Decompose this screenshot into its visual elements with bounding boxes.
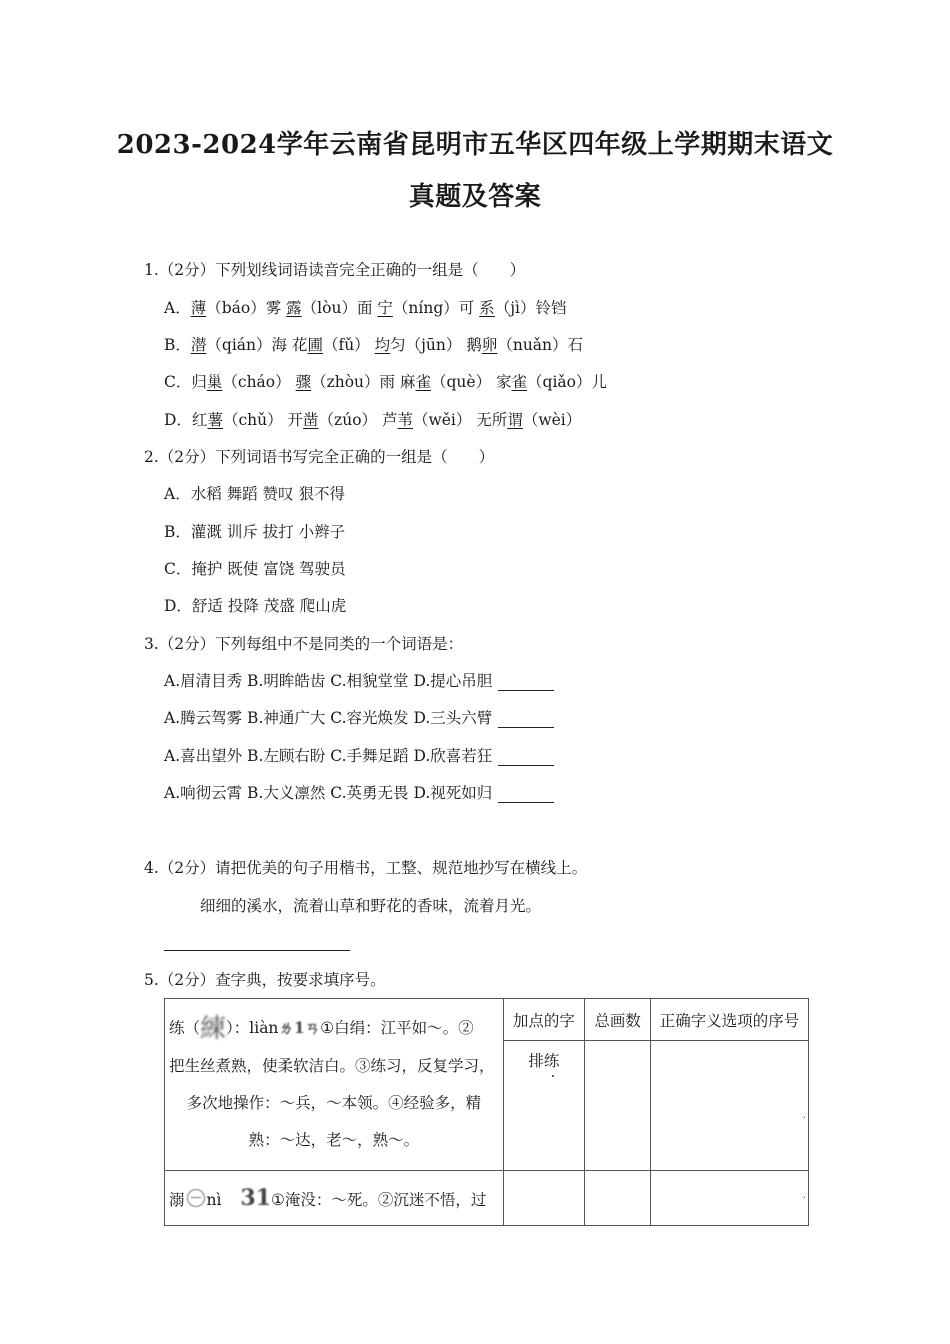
q5-stem: 5.（2分）查字典，按要求填序号。 [144,971,386,989]
q2-stem: 2.（2分）下列词语书写完全正确的一组是（ ） [144,448,495,466]
cell-mark: · [802,1193,806,1204]
text: （wèi） [522,411,582,429]
answer-blank[interactable] [498,712,554,728]
underlined-char: 均 [374,336,391,354]
cell-mark: · [802,1113,806,1125]
q4-stem: 4.（2分）请把优美的句子用楷书，工整、规范地抄写在横线上。 [144,859,588,877]
row2-meaning-cell[interactable] [651,1171,809,1226]
text: A． [164,299,191,317]
zhuyin-glyph: 31 [240,1185,272,1211]
entry-pinyin: ）：liàn [226,1019,279,1037]
definition-text: 多次地操作：～兵，～本领。④经验多，精 [186,1094,482,1112]
text: （wěi） 无所 [412,411,508,429]
q1-stem: 1.（2分）下列划线词语读音完全正确的一组是（ ） [144,261,526,279]
definition-text: 把生丝煮熟，使柔软洁白。③练习，反复学习， [169,1057,495,1075]
dotted-char: 练 [543,1052,560,1071]
row2-word-cell[interactable] [503,1171,585,1226]
row2-definition-cell [165,1171,504,1226]
text: （lòu）面 [301,299,378,317]
q3-row-text: A.腾云驾雾 B.神通广大 C.容光焕发 D.三头六臂 [164,709,493,727]
underlined-char: 潜 [190,336,207,354]
row1-meaning-cell[interactable] [651,1041,809,1171]
underlined-char: 薄 [190,299,207,317]
traditional-glyph: 練 [200,1014,227,1044]
q1-option-c [164,372,607,392]
underlined-char: 雀 [415,373,431,391]
underlined-char: 系 [479,299,495,317]
q1-option-b [164,335,583,355]
q1-option-a [164,298,566,318]
q2-option-d: D．舒适 投降 茂盛 爬山虎 [164,597,347,615]
q4-sentence: 细细的溪水，流着山草和野花的香味，流着月光。 [200,897,542,915]
row1-word-cell [503,1041,585,1171]
q2-option-a: A．水稻 舞蹈 赞叹 狠不得 [164,485,345,503]
definition-text: ①淹没：～死。②沉迷不悟，过 [271,1191,487,1209]
text: （zúo） 芦 [318,411,398,429]
definition-text: ①白绢：江平如～。② [320,1019,474,1037]
q3-row-text: A.眉清目秀 B.明眸皓齿 C.相貌堂堂 D.提心吊胆 [164,672,493,690]
dictionary-table [164,998,809,1226]
q3-row-text: A.喜出望外 B.左顾右盼 C.手舞足蹈 D.欣喜若狂 [164,747,493,765]
header-meaning-number: 正确字义选项的序号 [651,999,809,1041]
row1-definition-cell [165,999,504,1171]
underlined-char: 卵 [481,336,498,354]
zhuyin-glyph: ㄌ1ㄢ [278,1018,321,1037]
underlined-char: 露 [286,299,302,317]
underlined-char: 苇 [397,411,413,429]
word-text: 排 [528,1052,544,1071]
entry-char: 练（ [169,1019,201,1037]
text: B． [164,336,191,354]
q1-option-d [164,410,581,430]
circle-minus-icon [187,1189,205,1207]
text: （chǔ） 开 [222,411,304,429]
q4-answer-line[interactable] [164,950,350,951]
q3-row [164,783,554,803]
underlined-char: 宁 [377,299,393,317]
underlined-char: 骤 [295,373,312,391]
text: （què） 家 [431,373,512,391]
text: （báo）雾 [206,299,287,317]
answer-blank[interactable] [498,750,554,766]
row1-stroke-count-cell[interactable] [585,1041,651,1171]
document-title-line2: 真题及答案 [408,182,542,212]
q3-row [164,746,554,766]
document-title-line1: 2023-2024学年云南省昆明市五华区四年级上学期期末语文 [116,130,834,160]
underlined-char: 巢 [206,373,223,391]
entry-pinyin: nì [206,1191,222,1209]
text: （níng）可 [392,299,480,317]
underlined-char: 薯 [207,411,223,429]
text: （qián）海 花 [206,336,308,354]
text: C．归 [164,373,207,391]
underlined-char: 谓 [507,411,523,429]
text: D．红 [164,411,208,429]
underlined-char: 雀 [511,373,528,391]
header-stroke-count: 总画数 [585,999,651,1041]
text: （jì）铃铛 [494,299,567,317]
row2-stroke-count-cell[interactable] [585,1171,651,1226]
text: （zhòu）雨 麻 [311,373,416,391]
entry-char: 溺 [169,1191,185,1209]
underlined-char: 圃 [307,336,323,354]
text: （qiǎo）儿 [527,373,607,391]
q3-row [164,708,554,728]
answer-blank[interactable] [498,787,554,803]
text: （nuǎn）石 [497,336,584,354]
text: （cháo） [222,373,296,391]
header-dotted-char: 加点的字 [503,999,585,1041]
definition-text: 熟：～达，老～，熟～。 [248,1131,420,1149]
text: （fǔ） [322,336,375,354]
q3-row [164,671,554,691]
text: 匀（jūn） 鹅 [390,336,482,354]
q3-row-text: A.响彻云霄 B.大义凛然 C.英勇无畏 D.视死如归 [164,784,493,802]
answer-blank[interactable] [498,675,554,691]
q3-stem: 3.（2分）下列每组中不是同类的一个词语是： [144,635,464,653]
q2-option-b: B．灌溉 训斥 拔打 小辫子 [164,523,346,541]
underlined-char: 凿 [303,411,319,429]
q2-option-c: C．掩护 既使 富饶 驾驶员 [164,560,346,578]
